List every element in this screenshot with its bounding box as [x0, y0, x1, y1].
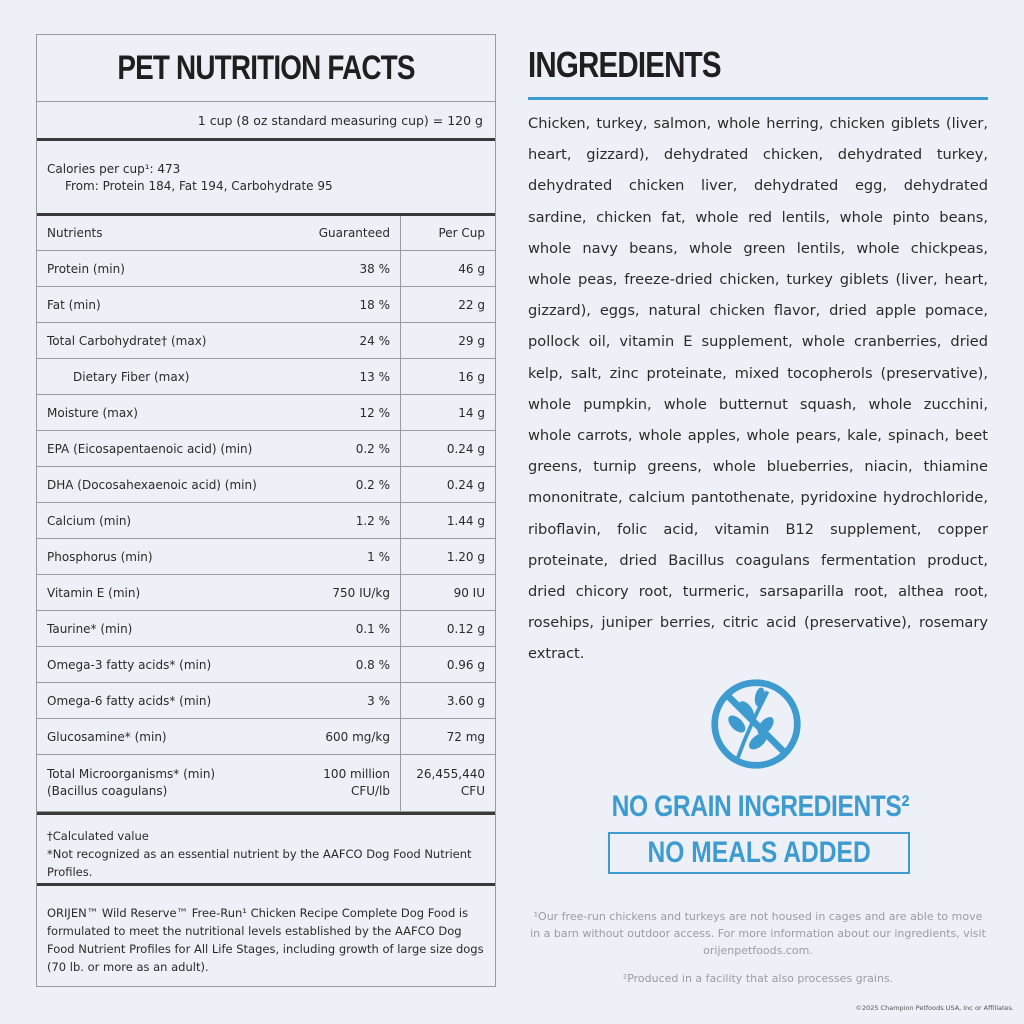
nutrient-name: [37, 755, 288, 812]
footnote-free-run: ¹Our free-run chickens and turkeys are not housed in cages and are able to move in a barn without outdoor access. For more information about our ingredients, visit orijenpetfoods.com.: [530, 910, 986, 957]
per-cup-value: 72 mg: [401, 719, 496, 755]
nutrient-name: Phosphorus (min): [37, 539, 288, 575]
guaranteed-value: 12 %: [288, 395, 401, 431]
guaranteed-value: 600 mg/kg: [288, 719, 401, 755]
nutrition-facts-panel: [36, 34, 496, 987]
table-row: [37, 323, 495, 359]
nutrient-name: EPA (Eicosapentaenoic acid) (min): [37, 431, 288, 467]
header-guaranteed: Guaranteed: [288, 216, 401, 251]
guaranteed-value: 0.8 %: [288, 647, 401, 683]
per-cup-value: 16 g: [401, 359, 496, 395]
nutrient-name: Dietary Fiber (max): [37, 359, 288, 395]
per-cup-value: 14 g: [401, 395, 496, 431]
table-row: [37, 467, 495, 503]
per-cup-value: 0.12 g: [401, 611, 496, 647]
nutrient-name: Calcium (min): [37, 503, 288, 539]
copyright: ©2025 Champion Petfoods USA, Inc or Affiliates.: [855, 1004, 1014, 1012]
guaranteed-value: 750 IU/kg: [288, 575, 401, 611]
table-row: [37, 611, 495, 647]
table-row: [37, 287, 495, 323]
table-row: [37, 395, 495, 431]
table-row: [37, 683, 495, 719]
note-calculated: †Calculated value: [47, 829, 149, 843]
guaranteed-value: 3 %: [288, 683, 401, 719]
micro-name-line1: Total Microorganisms* (min): [47, 767, 216, 781]
table-row: [37, 539, 495, 575]
guaranteed-value: 0.2 %: [288, 467, 401, 503]
per-cup-value: 0.24 g: [401, 467, 496, 503]
per-cup-value: 22 g: [401, 287, 496, 323]
calories-from: From: Protein 184, Fat 194, Carbohydrate 95: [65, 179, 333, 193]
nutrient-name: DHA (Docosahexaenoic acid) (min): [37, 467, 288, 503]
guaranteed-value: 38 %: [288, 251, 401, 287]
per-cup-value: 46 g: [401, 251, 496, 287]
ingredients-list: Chicken, turkey, salmon, whole herring, chicken giblets (liver, heart, gizzard), dehydrated chicken, dehydrated turkey, dehydrated chicken liver, dehydrated egg, dehydrated sardine, chicken fat, whole red lentils, whole pinto beans, whole navy beans, whole green lentils, whole chickpeas, whole peas, freeze-dried chicken, turkey giblets (liver, heart, gizzard), eggs, natural chicken flavor, dried apple pomace, pollock oil, vitamin E supplement, whole cranberries, dried kelp, salt, zinc proteinate, mixed tocopherols (preservative), whole pumpkin, whole butternut squash, whole zucchini, whole carrots, whole apples, whole pears, kale, spinach, beet greens, turnip greens, whole blueberries, niacin, thiamine mononitrate, calcium pantothenate, pyridoxine hydrochloride, riboflavin, folic acid, vitamin B12 supplement, copper proteinate, dried Bacillus coagulans fermentation product, dried chicory root, turmeric, sarsaparilla root, althea root, rosehips, juniper berries, citric acid (preservative), rosemary extract.: [528, 115, 988, 663]
calories-block: [37, 141, 495, 213]
nutrient-name: Omega-6 fatty acids* (min): [37, 683, 288, 719]
per-cup-value: 90 IU: [401, 575, 496, 611]
nutrition-title: PET NUTRITION FACTS: [117, 48, 415, 87]
header-nutrients: Nutrients: [37, 216, 288, 251]
table-header-row: [37, 216, 495, 251]
guaranteed-value: 18 %: [288, 287, 401, 323]
table-row: [37, 647, 495, 683]
per-cup-value: 29 g: [401, 323, 496, 359]
per-cup-value: 1.20 g: [401, 539, 496, 575]
footnote-grains: ²Produced in a facility that also processes grains.: [622, 972, 894, 985]
guaranteed-value: 1.2 %: [288, 503, 401, 539]
no-grain-icon: [708, 676, 804, 772]
table-row: [37, 503, 495, 539]
guaranteed-value: 0.1 %: [288, 611, 401, 647]
table-row: [37, 755, 495, 812]
micro-guaranteed-line2: CFU/lb: [350, 784, 390, 798]
no-meals-text: NO MEALS ADDED: [647, 836, 871, 869]
nutrient-name: Vitamin E (min): [37, 575, 288, 611]
nutrient-name: Omega-3 fatty acids* (min): [37, 647, 288, 683]
nutrient-name: Fat (min): [37, 287, 288, 323]
ingredients-title: INGREDIENTS: [528, 44, 721, 85]
table-row: [37, 431, 495, 467]
guaranteed-value: 1 %: [288, 539, 401, 575]
nutrient-name: Moisture (max): [37, 395, 288, 431]
table-notes: [37, 815, 495, 883]
micro-name-line2: (Bacillus coagulans): [47, 784, 168, 798]
table-row: [37, 359, 495, 395]
header-per-cup: Per Cup: [401, 216, 496, 251]
guaranteed-value: 24 %: [288, 323, 401, 359]
table-row: [37, 719, 495, 755]
per-cup-value: [401, 755, 496, 812]
aafco-statement: ORIJEN™ Wild Reserve™ Free-Run¹ Chicken Recipe Complete Dog Food is formulated to meet the nutritional levels established by the AAFCO Dog Food Nutrient Profiles for All Life Stages, including growth of large size dogs (70 lb. or more as an adult).: [47, 906, 484, 974]
per-cup-value: 1.44 g: [401, 503, 496, 539]
micro-per-cup-line2: CFU: [460, 784, 485, 798]
calories-line: Calories per cup¹: 473: [47, 162, 181, 176]
micro-guaranteed-line1: 100 million: [323, 767, 390, 781]
ingredients-divider: [528, 97, 988, 100]
table-row: [37, 251, 495, 287]
table-row: [37, 575, 495, 611]
per-cup-value: 0.96 g: [401, 647, 496, 683]
nutrient-name: Protein (min): [37, 251, 288, 287]
nutrient-name: Taurine* (min): [37, 611, 288, 647]
guaranteed-value: [288, 755, 401, 812]
nutrient-name: Total Carbohydrate† (max): [37, 323, 288, 359]
micro-per-cup-line1: 26,455,440: [416, 767, 485, 781]
per-cup-value: 3.60 g: [401, 683, 496, 719]
no-meals-badge: [608, 832, 910, 874]
guaranteed-value: 0.2 %: [288, 431, 401, 467]
nutrients-table: [37, 216, 495, 812]
per-cup-value: 0.24 g: [401, 431, 496, 467]
no-grain-text: NO GRAIN INGREDIENTS²: [611, 790, 909, 823]
guaranteed-value: 13 %: [288, 359, 401, 395]
nutrient-name: Glucosamine* (min): [37, 719, 288, 755]
serving-size: 1 cup (8 oz standard measuring cup) = 120 g: [197, 112, 483, 128]
note-aafco: *Not recognized as an essential nutrient by the AAFCO Dog Food Nutrient Profiles.: [47, 847, 472, 879]
no-grain-label: [560, 790, 960, 824]
